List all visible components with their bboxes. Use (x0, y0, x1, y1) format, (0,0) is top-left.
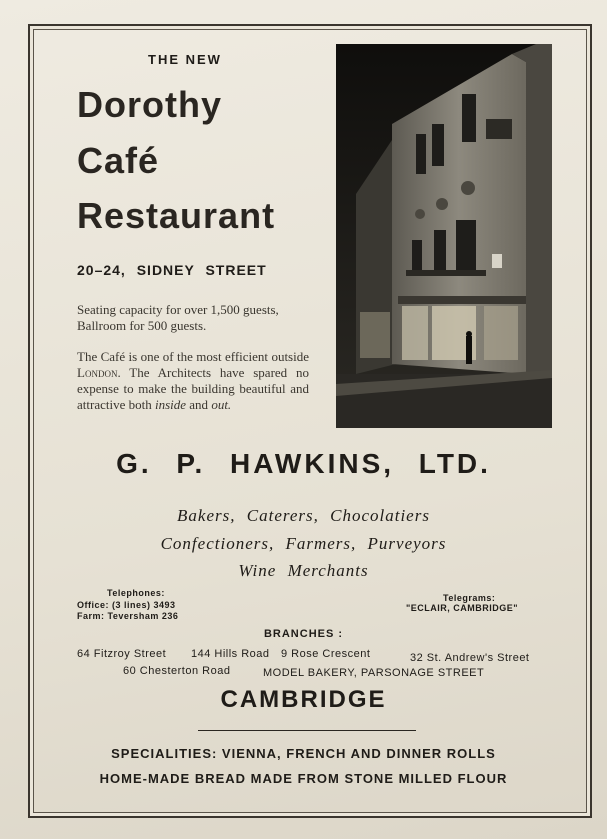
emphasis-inside: inside (154, 397, 187, 412)
branch-item: MODEL BAKERY, PARSONAGE STREET (263, 667, 485, 679)
emphasis-out: out. (211, 397, 232, 412)
cafe-name-line-2: Café (77, 140, 160, 181)
divider-rule (198, 730, 416, 731)
description-paragraph (77, 349, 309, 413)
office-phone: Office: (3 lines) 3493 (77, 600, 176, 610)
cafe-name-line-3: Restaurant (77, 195, 276, 236)
branch-item: 32 St. Andrew's Street (410, 652, 530, 664)
place-name: London. (77, 365, 121, 380)
telephones-label: Telephones: (107, 588, 165, 598)
description-part-3: and (189, 397, 209, 412)
kicker-text: THE NEW (148, 52, 222, 67)
branch-item: 64 Fitzroy Street (77, 648, 167, 660)
trades-line-1: Bakers, Caterers, Chocolatiers (177, 506, 430, 525)
building-illustration (336, 44, 552, 428)
branch-item: 144 Hills Road (191, 648, 270, 660)
branch-item: 60 Chesterton Road (123, 665, 231, 677)
address: 20–24, SIDNEY STREET (77, 262, 267, 278)
description-part-1: The Café is one of the most efficient outside (77, 349, 309, 364)
telegrams-label: Telegrams: (443, 593, 496, 603)
telegram-address: "ECLAIR, CAMBRIDGE" (406, 603, 519, 613)
branches-heading: BRANCHES : (263, 628, 344, 640)
cafe-name-line-1: Dorothy (77, 84, 222, 125)
specialities-line-1: SPECIALITIES: VIENNA, FRENCH AND DINNER ROLLS (111, 746, 496, 761)
company-name: G. P. HAWKINS, LTD. (116, 448, 491, 479)
branch-item: 9 Rose Crescent (281, 648, 371, 660)
description-part-2: The Architects have spared no expense to make the building beautiful and attractive both (77, 365, 309, 412)
trades-line-3: Wine Merchants (238, 561, 369, 580)
specialities-line-2: HOME-MADE BREAD MADE FROM STONE MILLED FLOUR (99, 771, 508, 786)
trades-line-2: Confectioners, Farmers, Purveyors (160, 534, 447, 553)
city-name: CAMBRIDGE (220, 686, 387, 713)
building-photo (336, 44, 552, 428)
capacity-text: Seating capacity for over 1,500 guests, Ballroom for 500 guests. (77, 302, 279, 333)
farm-phone: Farm: Teversham 236 (77, 611, 179, 621)
